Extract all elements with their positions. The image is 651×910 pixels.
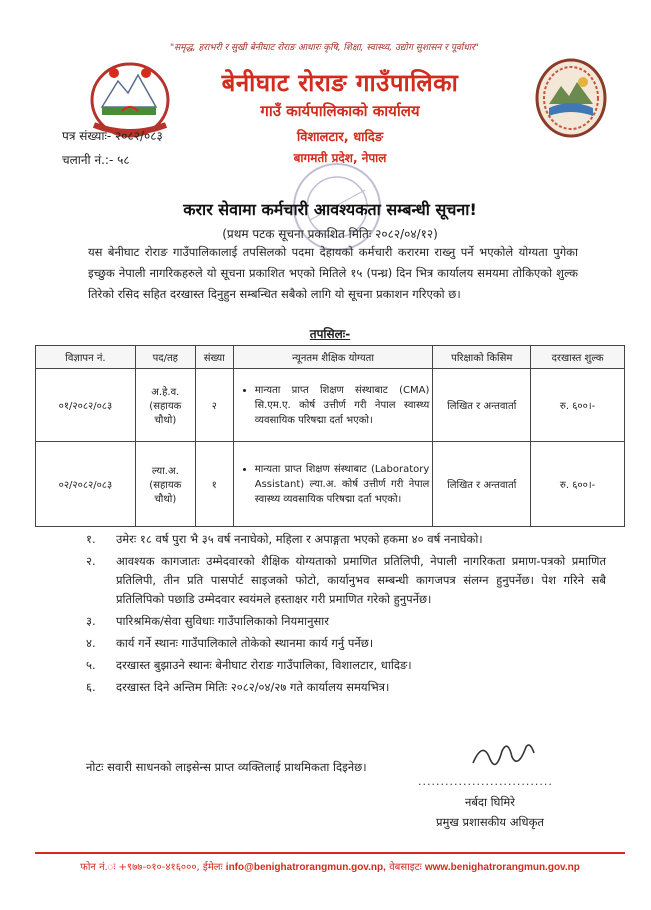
footer-contact: [35, 859, 625, 873]
cell-adv-no: ०२/२०८२/०८३: [36, 442, 136, 527]
address-line-2: बागमती प्रदेश, नेपाल: [293, 151, 387, 165]
cell-post: अ.हे.व. (सहायक चौथो): [135, 369, 195, 442]
header-fee: दरखास्त शुल्क: [531, 346, 625, 369]
vacancy-table: [35, 345, 625, 527]
item-text: पारिश्रमिक/सेवा सुविधाः गाउँपालिकाको नियमानुसार: [116, 614, 329, 628]
qualification-text: • मान्यता प्राप्त शिक्षण संस्थाबाट (Laboratory Assistant) ल्या.अ. कोर्ष उत्तीर्ण गरी नेपाल स्वास्थ्य व्यवसायिक परिषद्मा दर्ता भएको।: [255, 462, 430, 507]
item-text: दरखास्त दिने अन्तिम मितिः २०८२/०४/२७ गते कार्यालय समयभित्र।: [116, 680, 390, 694]
address-line-1: विशालटार, धादिङ: [296, 130, 384, 145]
reference-number: पत्र संख्याः- २०८२/०८३: [62, 129, 163, 143]
table-header-row: [36, 346, 625, 369]
cell-exam-type: लिखित र अन्तवार्ता: [433, 442, 531, 527]
table-heading: तपसिलः-: [309, 327, 351, 341]
cell-exam-type: लिखित र अन्तवार्ता: [433, 369, 531, 442]
website-label: वेबसाइटः: [389, 862, 422, 873]
cell-qualification: [233, 369, 433, 442]
office-name: गाउँ कार्यपालिकाको कार्यालय: [260, 102, 420, 120]
dispatch-number: चलानी नं.:- ५८: [62, 153, 130, 167]
cell-post: ल्या.अ. (सहायक चौथो): [135, 442, 195, 527]
email-link[interactable]: info@benighatrorangmun.gov.np,: [225, 862, 386, 873]
municipality-logo: [535, 58, 607, 138]
phone-label: फोन नं.ः: [80, 862, 116, 873]
header-qualification: न्यूनतम शैक्षिक योग्यता: [233, 346, 433, 369]
cell-fee: रु. ६००।-: [531, 369, 625, 442]
qualification-text: • मान्यता प्राप्त शिक्षण संस्थाबाट (CMA) सि.एम.ए. कोर्ष उत्तीर्ण गरी नेपाल स्वास्थ्य व्यवसायिक परिषद्मा दर्ता भएको।: [255, 383, 430, 428]
header-exam-type: परिक्षाको किसिम: [433, 346, 531, 369]
conditions-list: [86, 530, 606, 700]
item-number: १.: [86, 532, 96, 546]
item-number: ४.: [86, 636, 96, 650]
item-text: कार्य गर्ने स्थानः गाउँपालिकाले तोकेको स्थानमा कार्य गर्नु पर्नेछ।: [116, 636, 374, 650]
cell-fee: रु. ६००।-: [531, 442, 625, 527]
notice-title: करार सेवामा कर्मचारी आवश्यकता सम्बन्धी सूचना!: [183, 200, 477, 219]
list-item: [86, 656, 606, 675]
notice-subtitle: (प्रथम पटक सूचना प्रकाशित मितिः २०८२/०४/१२): [222, 227, 438, 241]
cell-count: २: [195, 369, 233, 442]
municipality-name: बेनीघाट रोराङ गाउँपालिका: [221, 69, 459, 97]
item-text: दरखास्त बुझाउने स्थानः बेनीघाट रोराङ गाउँपालिका, विशालटार, धादिङ।: [116, 658, 412, 672]
list-item: [86, 552, 606, 609]
handwritten-signature: [468, 735, 538, 775]
email-label: ईमेलः: [202, 862, 223, 873]
list-item: [86, 530, 606, 549]
item-number: २.: [86, 554, 96, 568]
note-text: नोटः सवारी साधनको लाइसेन्स प्राप्त व्यक्तिलाई प्राथमिकता दिइनेछ।: [86, 760, 367, 774]
signature-line: ..............................: [418, 775, 553, 788]
footer-divider: [35, 852, 625, 854]
header-count: संख्या: [195, 346, 233, 369]
item-number: ३.: [86, 614, 96, 628]
list-item: [86, 678, 606, 697]
table-row: [36, 442, 625, 527]
notice-intro-paragraph: यस बेनीघाट रोराङ गाउँपालिकालाई तपसिलको पदमा देहायको कर्मचारी करारमा राख्नु पर्ने भएकोले योग्यता पुगेका इच्छुक नेपाली नागरिकहरुले यो सूचना प्रकाशित भएको मितिले १५ (पन्ध्र) दिन भित्र कार्यालय समयमा तोकिएको शुल्क तिरेको रसिद सहित दरखास्त दिनुहुन सम्बन्धित सबैको लागि यो सूचना प्रकाशन गरिएको छ।: [88, 245, 578, 301]
slogan-text: "समृद्ध, हराभरी र सुखी बेनीघाट रोराङ आधारः कृषि, शिक्षा, स्वास्थ्य, उद्योग सुशासन र पूर्वाधार": [170, 43, 479, 53]
header-post: पद/तह: [135, 346, 195, 369]
header-adv-no: विज्ञापन नं.: [36, 346, 136, 369]
item-text: आवश्यक कागजातः उम्मेदवारको शैक्षिक योग्यताको प्रमाणित प्रतिलिपी, नेपाली नागरिकता प्रमाण-पत्रको प्रमाणित प्रतिलिपी, तीन प्रति पासपोर्ट साइजको फोटो, कार्यानुभव सम्बन्धी कागजपत्र संलग्न हुनुपर्नेछ। पेश गरिने सबै प्रतिलिपिको पछाडि उम्मेदवार स्वयंमले हस्ताक्षर गरी प्रमाणित गरेको हुनुपर्नेछ।: [116, 554, 606, 606]
list-item: [86, 612, 606, 631]
list-item: [86, 634, 606, 653]
cell-adv-no: ०१/२०८२/०८३: [36, 369, 136, 442]
website-link[interactable]: www.benighatrorangmun.gov.np: [424, 862, 580, 873]
signatory-name: नर्बदा घिमिरे: [464, 795, 516, 809]
signatory-designation: प्रमुख प्रशासकीय अधिकृत: [436, 815, 544, 829]
phone-number: +९७७-०१०-४१६०००,: [118, 862, 200, 873]
item-number: ५.: [86, 658, 96, 672]
item-text: उमेरः १८ वर्ष पुरा भै ३५ वर्ष ननाघेको, महिला र अपाङ्गता भएको हकमा ४० वर्ष ननाघेको।: [116, 532, 483, 546]
table-row: [36, 369, 625, 442]
cell-qualification: [233, 442, 433, 527]
cell-count: १: [195, 442, 233, 527]
item-number: ६.: [86, 680, 96, 694]
